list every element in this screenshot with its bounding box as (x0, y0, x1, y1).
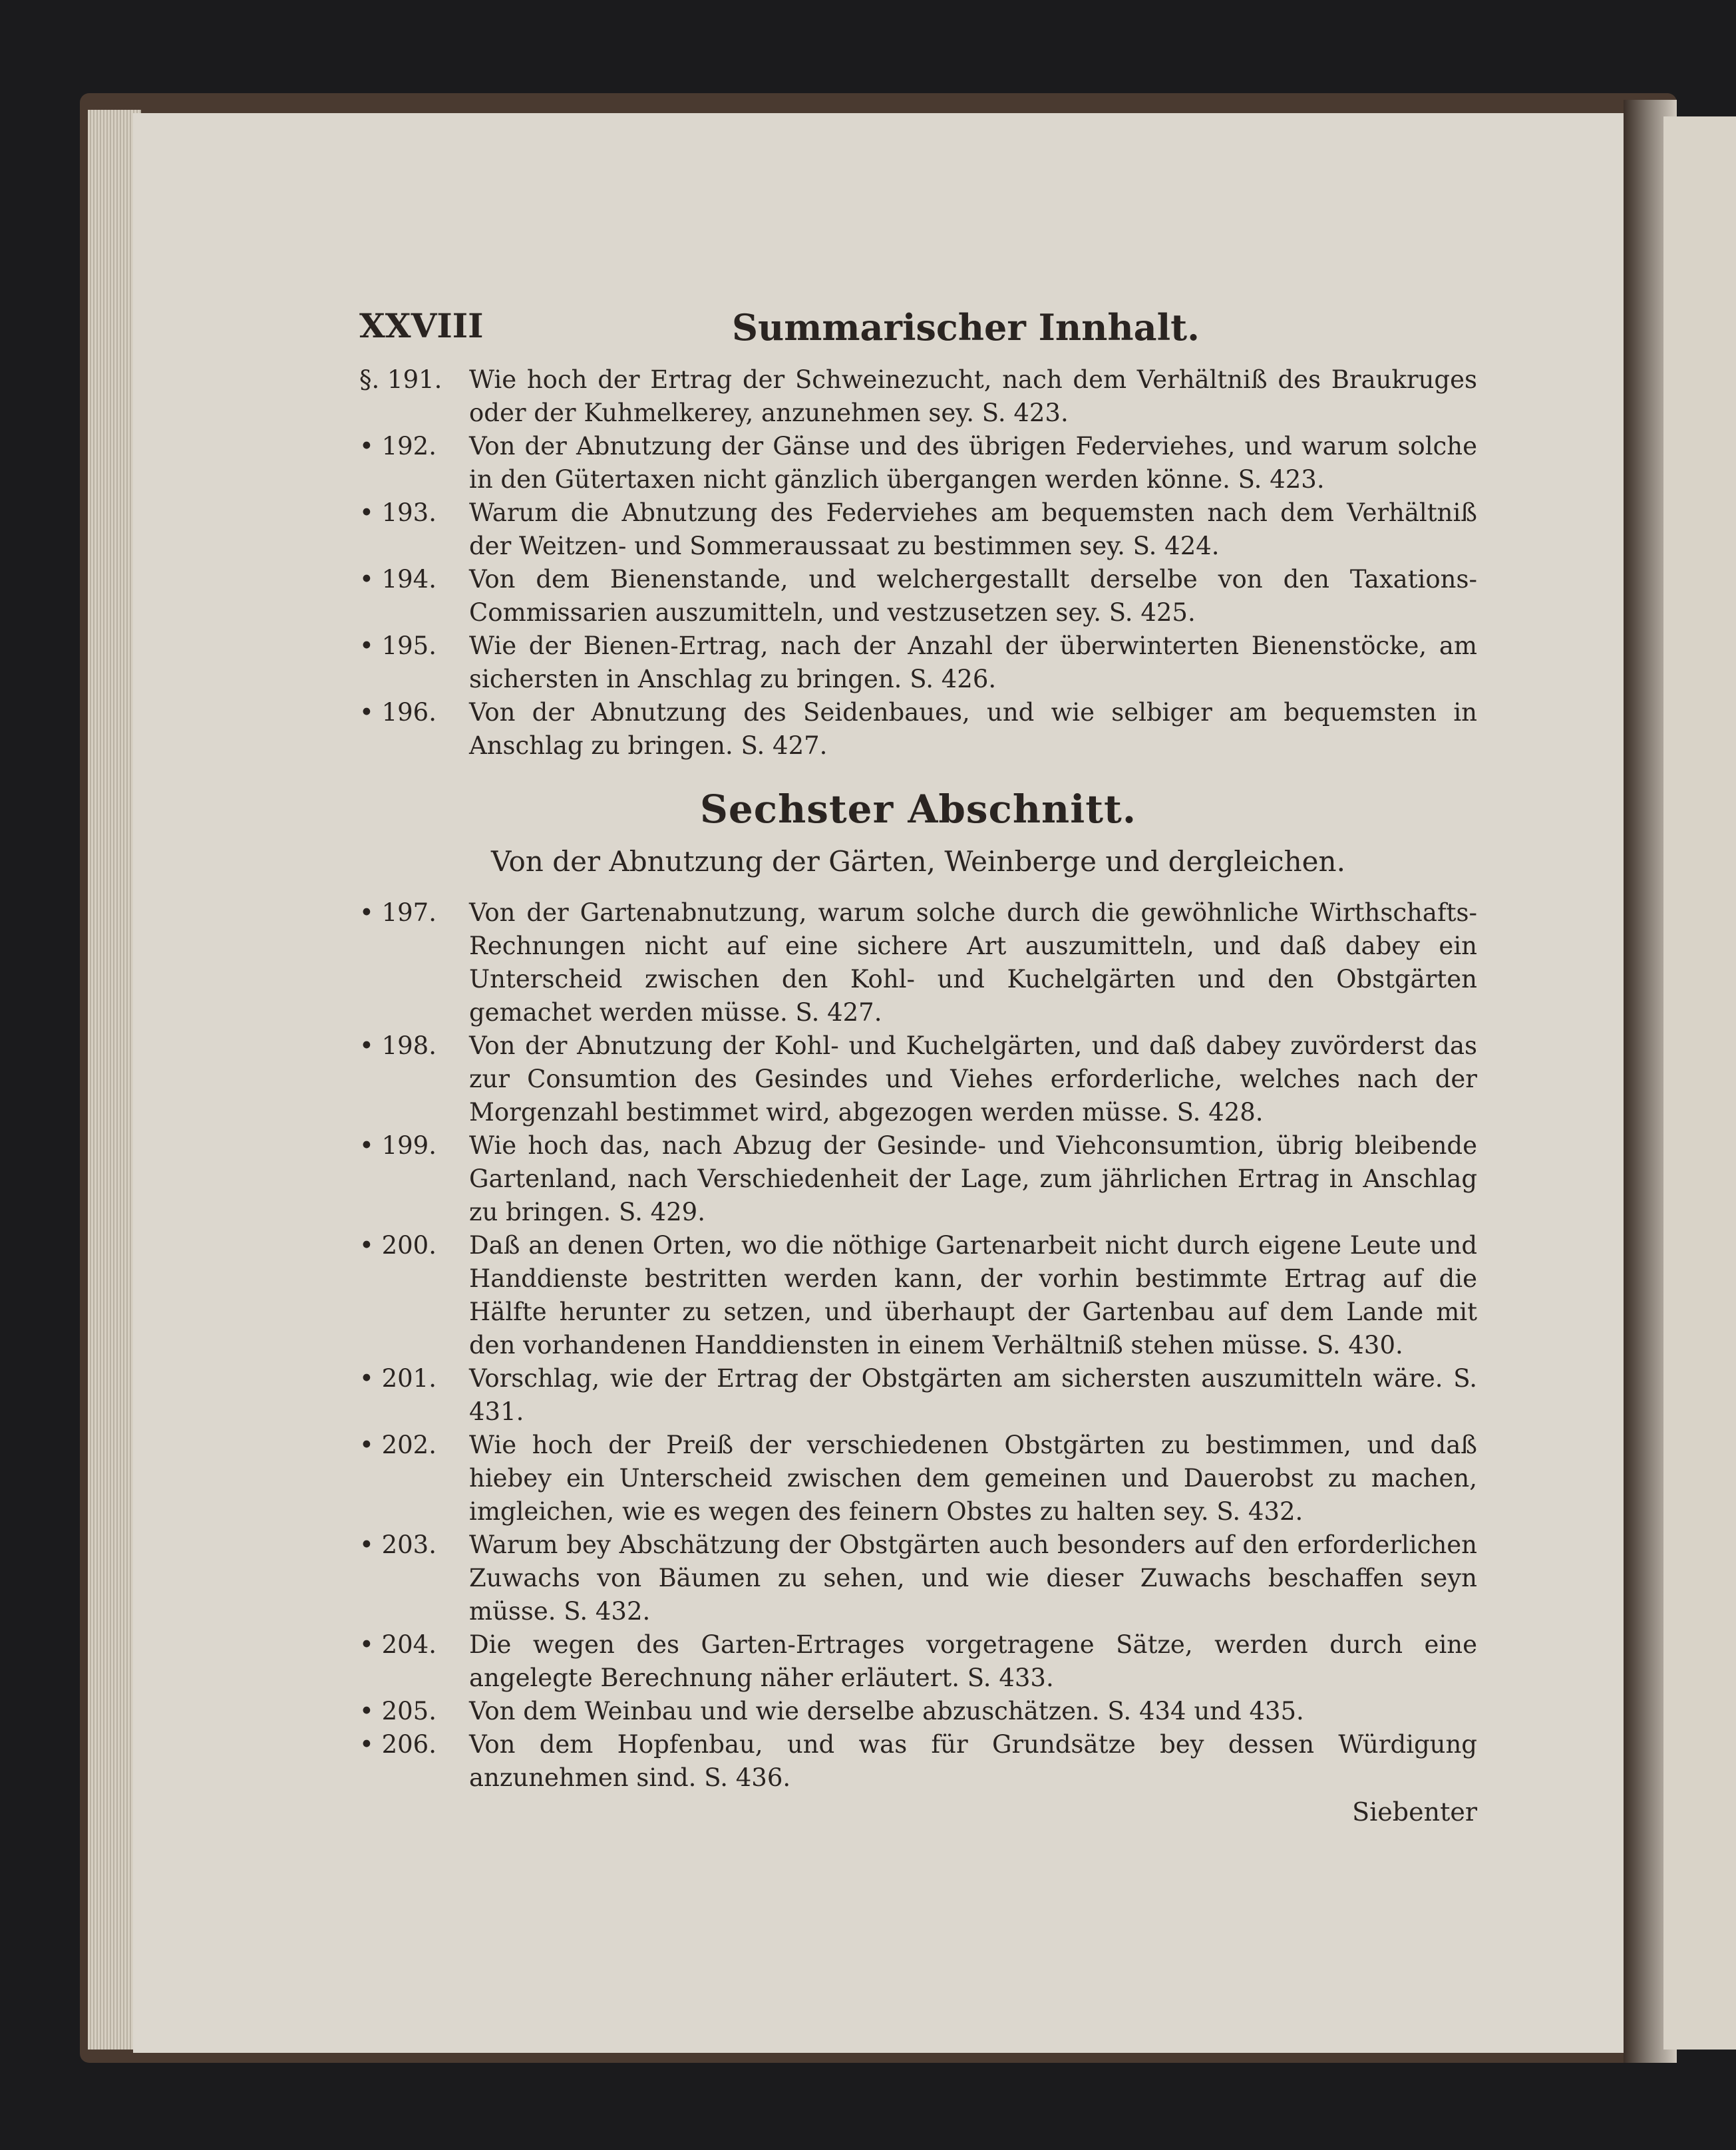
toc-entry (359, 696, 1477, 763)
entry-number: • 202. (359, 1431, 436, 1459)
entry-text: Warum die Abnutzung des Federviehes am bequemsten nach dem Verhältniß der Weitzen- und Sommeraussaat zu bestimmen sey. S. 424. (469, 498, 1477, 560)
toc-entry (359, 563, 1477, 629)
entry-number: • 192. (359, 432, 436, 460)
entry-number: • 201. (359, 1364, 436, 1393)
toc-entry (359, 1695, 1477, 1728)
toc-entry (359, 1362, 1477, 1429)
entry-text: Vorschlag, wie der Ertrag der Obstgärten am sichersten auszumitteln wäre. S. 431. (469, 1364, 1477, 1426)
entry-text: Wie hoch das, nach Abzug der Gesinde- und Viehconsumtion, übrig bleibende Gartenland, nach Verschiedenheit der Lage, zum jährlichen Ertrag in Anschlag zu bringen. S. 429. (469, 1131, 1477, 1226)
entry-text: Wie der Bienen-Ertrag, nach der Anzahl der überwinterten Bienenstöcke, am sichersten in Anschlag zu bringen. S. 426. (469, 631, 1477, 693)
entry-number: • 205. (359, 1697, 436, 1725)
entry-number: §. 191. (359, 365, 442, 394)
toc-entry (359, 1229, 1477, 1362)
entry-text: Die wegen des Garten-Ertrages vorgetragene Sätze, werden durch eine angelegte Berechnung näher erläutert. S. 433. (469, 1630, 1477, 1692)
entry-number: • 195. (359, 631, 436, 660)
entry-text: Von der Abnutzung des Seidenbaues, und wie selbiger am bequemsten in Anschlag zu bringen. S. 427. (469, 698, 1477, 760)
entry-number: • 206. (359, 1730, 436, 1759)
entries-list-b (359, 896, 1477, 1795)
section-title: Sechster Abschnitt. (699, 787, 1137, 832)
entry-text: Von der Gartenabnutzung, warum solche durch die gewöhnliche Wirthschafts-Rechnungen nicht auf eine sichere Art auszumitteln, und daß dabey ein Unterscheid zwischen den Kohl- und Kuchelgärten und den Obstgärten gemachet werden müsse. S. 427. (469, 898, 1477, 1027)
toc-entry (359, 363, 1477, 430)
entry-text: Von dem Bienenstande, und welchergestallt derselbe von den Taxations-Commissarien auszumitteln, und vestzusetzen sey. S. 425. (469, 565, 1477, 627)
entry-number: • 198. (359, 1031, 436, 1060)
toc-entry (359, 1628, 1477, 1695)
entry-text: Von der Abnutzung der Gänse und des übrigen Federviehes, und warum solche in den Gütertaxen nicht gänzlich übergangen werden könne. S. 423. (469, 432, 1477, 494)
catchword: Siebenter (1352, 1797, 1477, 1827)
entry-text: Von dem Hopfenbau, und was für Grundsätze bey dessen Würdigung anzunehmen sind. S. 436. (469, 1730, 1477, 1792)
entry-text: Von der Abnutzung der Kohl- und Kuchelgärten, und daß dabey zuvörderst das zur Consumtion des Gesindes und Viehes erforderliche, welches nach der Morgenzahl bestimmet wird, abgezogen werden müsse. S. 428. (469, 1031, 1477, 1127)
toc-entry (359, 430, 1477, 496)
entry-number: • 204. (359, 1630, 436, 1659)
page-text (359, 306, 1477, 1827)
entry-text: Von dem Weinbau und wie derselbe abzuschätzen. S. 434 und 435. (469, 1697, 1304, 1725)
section-subtitle: Von der Abnutzung der Gärten, Weinberge und dergleichen. (491, 845, 1345, 878)
running-title: Summarischer Innhalt. (732, 306, 1200, 349)
entry-number: • 194. (359, 565, 436, 594)
toc-entry (359, 1129, 1477, 1229)
facing-page-edge (1663, 116, 1736, 2050)
entry-text: Wie hoch der Preiß der verschiedenen Obstgärten zu bestimmen, und daß hiebey ein Unterscheid zwischen dem gemeinen und Dauerobst zu machen, imgleichen, wie es wegen des feinern Obstes zu halten sey. S. 432. (469, 1431, 1477, 1526)
entries-list-a (359, 363, 1477, 763)
toc-entry (359, 629, 1477, 696)
entry-text: Wie hoch der Ertrag der Schweinezucht, nach dem Verhältniß des Braukruges oder der Kuhmelkerey, anzunehmen sey. S. 423. (469, 365, 1477, 427)
page-number: XXVIII (359, 306, 484, 345)
entry-number: • 199. (359, 1131, 436, 1160)
entry-number: • 197. (359, 898, 436, 927)
entry-text: Warum bey Abschätzung der Obstgärten auch besonders auf den erforderlichen Zuwachs von Bäumen zu sehen, und wie dieser Zuwachs beschaffen seyn müsse. S. 432. (469, 1530, 1477, 1626)
toc-entry (359, 1429, 1477, 1528)
entry-number: • 196. (359, 698, 436, 727)
toc-entry (359, 896, 1477, 1029)
toc-entry (359, 496, 1477, 563)
entry-number: • 203. (359, 1530, 436, 1559)
entry-text: Daß an denen Orten, wo die nöthige Gartenarbeit nicht durch eigene Leute und Handdienste bestritten werden kann, der vorhin bestimmte Ertrag auf die Hälfte herunter zu setzen, und überhaupt der Gartenbau auf dem Lande mit den vorhandenen Handdiensten in einem Verhältniß stehen müsse. S. 430. (469, 1231, 1477, 1359)
toc-entry (359, 1528, 1477, 1628)
toc-entry (359, 1728, 1477, 1795)
entry-number: • 193. (359, 498, 436, 527)
toc-entry (359, 1029, 1477, 1129)
page-header (359, 306, 1477, 349)
entry-number: • 200. (359, 1231, 436, 1260)
